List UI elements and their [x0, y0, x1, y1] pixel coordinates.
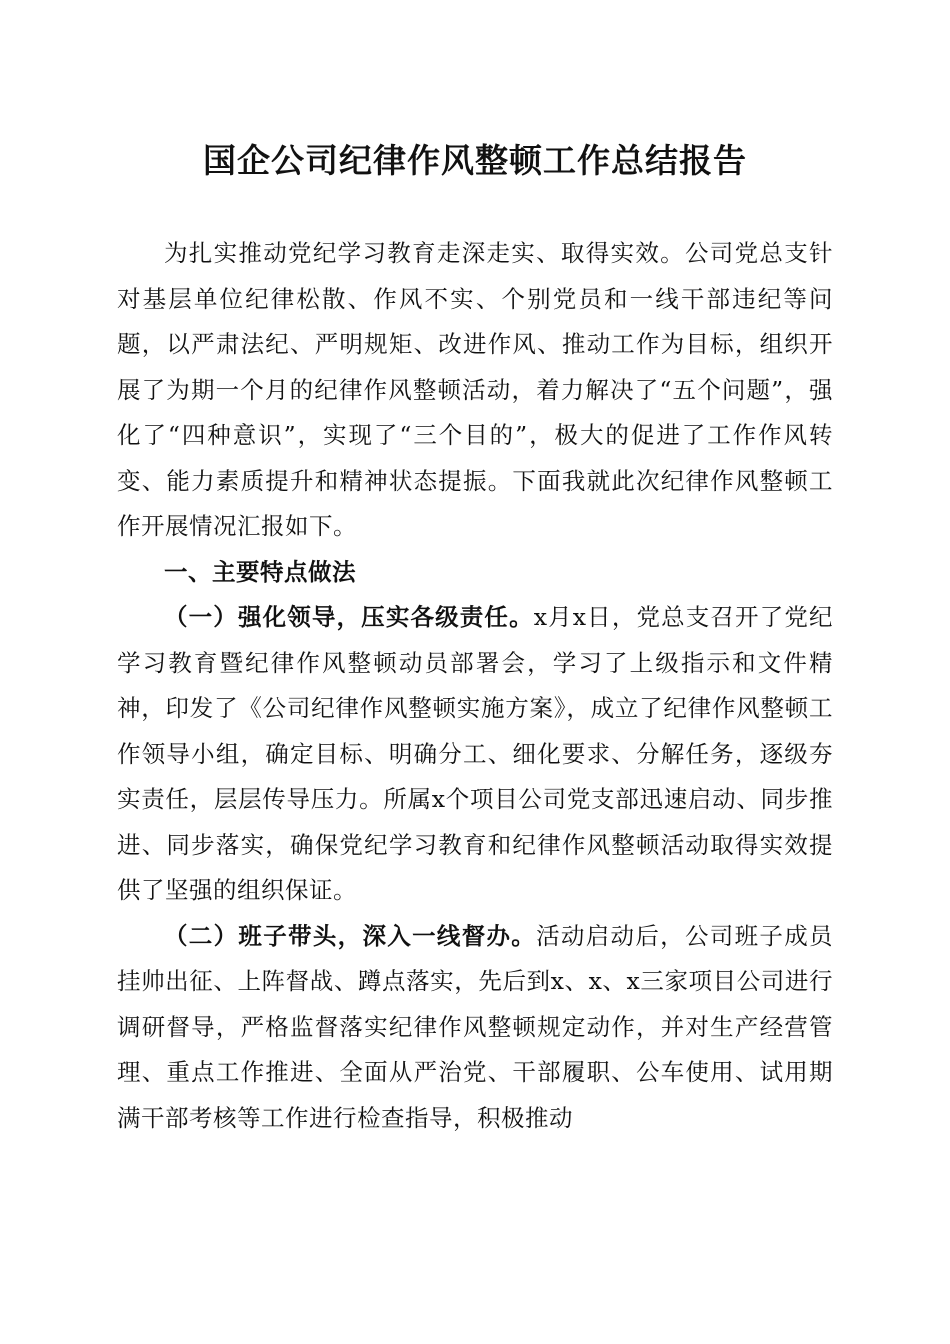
section-heading: 一、主要特点做法: [164, 557, 356, 586]
item-1-text: x月x日，党总支召开了党纪学习教育暨纪律作风整顿动员部署会，学习了上级指示和文件精神，印发了《公司纪律作风整顿实施方案》，成立了纪律作风整顿工作领导小组，确定目标、明确分工、细化要求、分解任务，逐级夯实责任，层层传导压力。所属x个项目公司党支部迅速启动、同步推进、同步落实，确保党纪学习教育和纪律作风整顿活动取得实效提供了坚强的组织保证。: [117, 603, 833, 904]
item-paragraph-2: [117, 914, 833, 1142]
item-2-lead: （二）班子带头，深入一线督办。: [164, 921, 537, 950]
item-1-lead: （一）强化领导，压实各级责任。: [164, 603, 534, 631]
item-2-text: 活动启动后，公司班子成员挂帅出征、上阵督战、蹲点落实，先后到x、x、x三家项目公司进行调研督导，严格监督落实纪律作风整顿规定动作，并对生产经营管理、重点工作推进、全面从严治党、干部履职、公车使用、试用期满干部考核等工作进行检查指导，积极推动: [117, 921, 834, 1132]
item-paragraph-1: [117, 595, 833, 914]
document-body: [117, 231, 833, 1141]
intro-paragraph: 为扎实推动党纪学习教育走深走实、取得实效。公司党总支针对基层单位纪律松散、作风不实、个别党员和一线干部违纪等问题，以严肃法纪、严明规矩、改进作风、推动工作为目标，组织开展了为期一个月的纪律作风整顿活动，着力解决了“五个问题”，强化了“四种意识”，实现了“三个目的”，极大的促进了工作作风转变、能力素质提升和精神状态提振。下面我就此次纪律作风整顿工作开展情况汇报如下。: [117, 239, 833, 540]
document-title: 国企公司纪律作风整顿工作总结报告: [203, 141, 747, 180]
